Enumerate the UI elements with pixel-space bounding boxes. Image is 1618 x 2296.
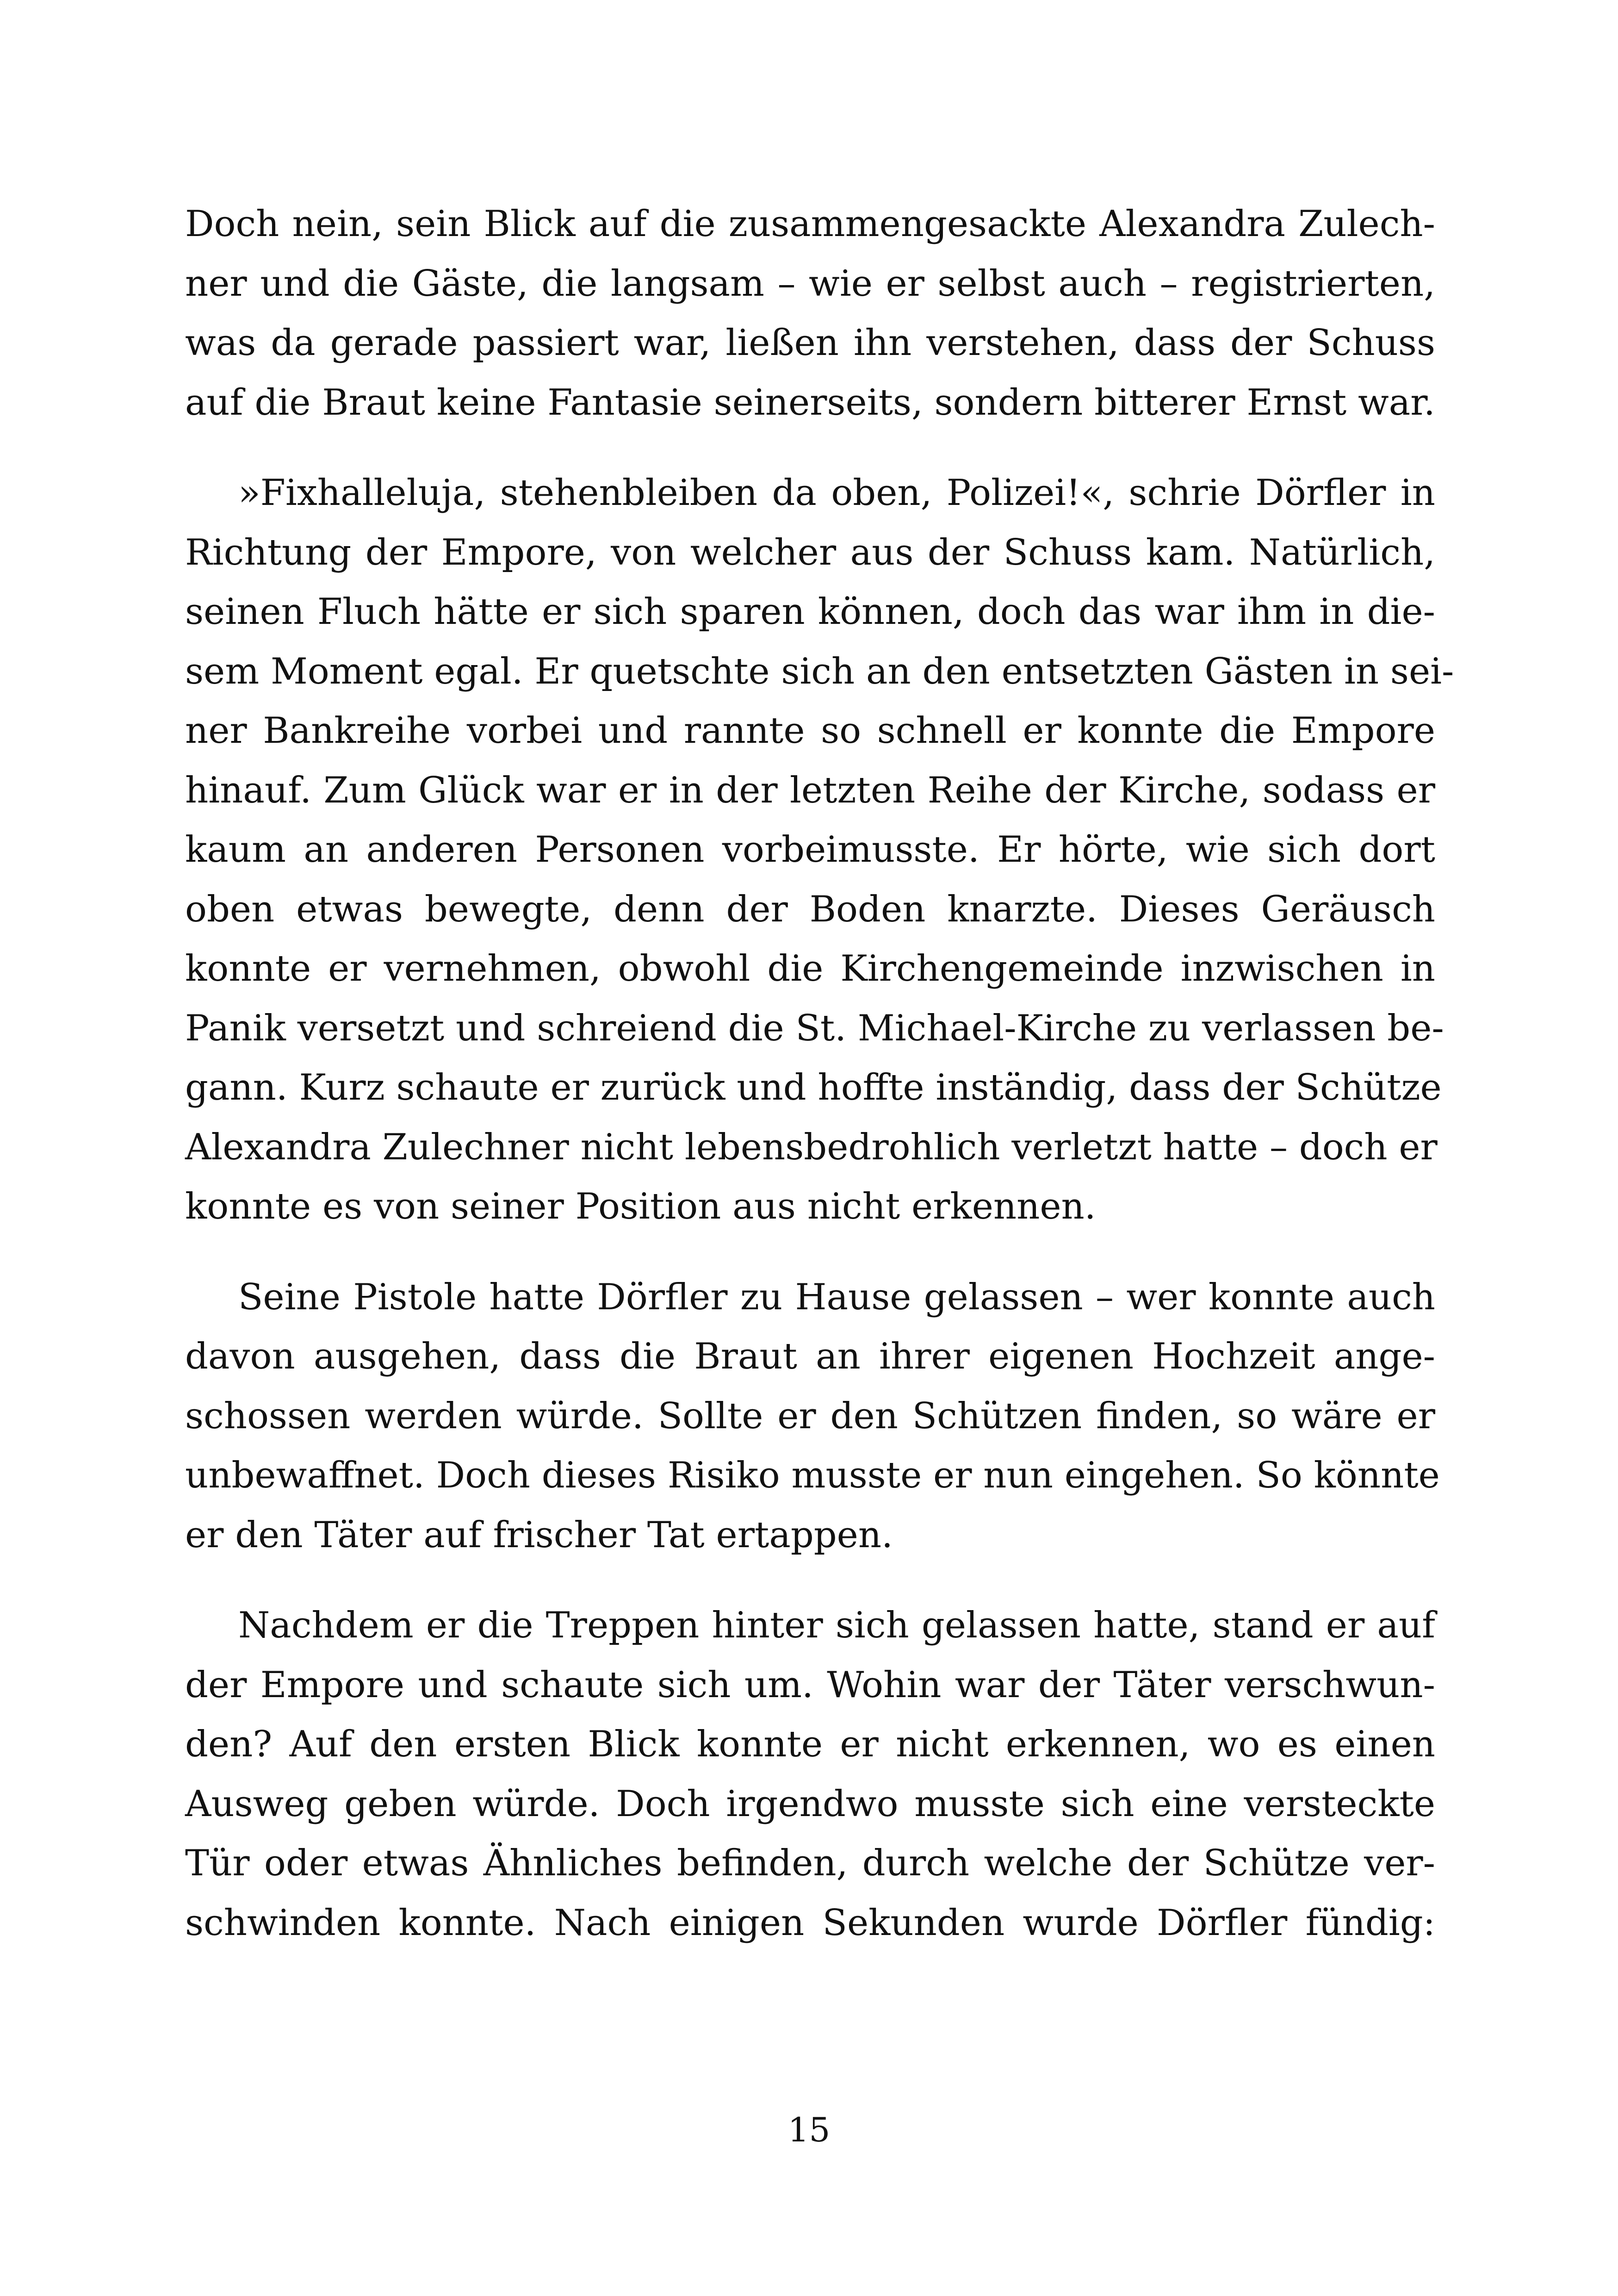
text-line: schossen werden würde. Sollte er den Schützen finden, so wäre er (185, 1395, 1435, 1437)
paragraph (185, 1596, 1435, 1953)
text-line: hinauf. Zum Glück war er in der letzten Reihe der Kirche, sodass er (185, 769, 1435, 811)
text-line: Alexandra Zulechner nicht lebensbedrohlich verletzt hatte – doch er (185, 1126, 1438, 1168)
text-line: schwinden konnte. Nach einigen Sekunden wurde Dörfler fündig: (185, 1902, 1435, 1944)
text-line: davon ausgehen, dass die Braut an ihrer eigenen Hochzeit ange- (185, 1336, 1435, 1377)
text-line: oben etwas bewegte, denn der Boden knarzte. Dieses Geräusch (185, 888, 1435, 930)
text-line: den? Auf den ersten Blick konnte er nicht erkennen, wo es einen (185, 1724, 1435, 1765)
text-line: Doch nein, sein Blick auf die zusammengesackte Alexandra Zulech- (185, 203, 1435, 245)
text-line: ner und die Gäste, die langsam – wie er selbst auch – registrierten, (185, 262, 1435, 305)
text-line: Tür oder etwas Ähnliches befinden, durch welche der Schütze ver- (185, 1842, 1435, 1884)
body-text (185, 194, 1454, 1953)
text-line: konnte es von seiner Position aus nicht erkennen. (185, 1186, 1096, 1227)
text-line: ner Bankreihe vorbei und rannte so schnell er konnte die Empore (185, 710, 1435, 752)
text-line: »Fixhalleluja, stehenbleiben da oben, Polizei!«, schrie Dörfler in (238, 472, 1435, 514)
text-line: gann. Kurz schaute er zurück und hoffte inständig, dass der Schütze (185, 1067, 1442, 1108)
text-line: Ausweg geben würde. Doch irgendwo musste sich eine versteckte (185, 1783, 1435, 1825)
text-line: sem Moment egal. Er quetschte sich an den entsetzten Gästen in sei- (185, 650, 1454, 692)
paragraph (185, 463, 1454, 1237)
text-line: Panik versetzt und schreiend die St. Michael-Kirche zu verlassen be- (185, 1007, 1444, 1049)
text-line: der Empore und schaute sich um. Wohin war der Täter verschwun- (185, 1664, 1435, 1706)
text-line: Richtung der Empore, von welcher aus der Schuss kam. Natürlich, (185, 531, 1435, 573)
paragraph (185, 1268, 1440, 1565)
paragraph (185, 194, 1435, 432)
page-number: 15 (787, 2110, 831, 2149)
text-line: konnte er vernehmen, obwohl die Kirchengemeinde inzwischen in (185, 948, 1435, 989)
text-line: seinen Fluch hätte er sich sparen können, doch das war ihm in die- (185, 591, 1435, 633)
text-line: Seine Pistole hatte Dörfler zu Hause gelassen – wer konnte auch (238, 1276, 1435, 1318)
text-line: unbewaffnet. Doch dieses Risiko musste er nun eingehen. So könnte (185, 1455, 1440, 1496)
text-line: kaum an anderen Personen vorbeimusste. Er hörte, wie sich dort (185, 829, 1435, 871)
text-line: er den Täter auf frischer Tat ertappen. (185, 1514, 893, 1556)
text-line: Nachdem er die Treppen hinter sich gelassen hatte, stand er auf (238, 1605, 1435, 1646)
text-line: auf die Braut keine Fantasie seinerseits, sondern bitterer Ernst war. (185, 381, 1435, 423)
text-line: was da gerade passiert war, ließen ihn verstehen, dass der Schuss (185, 322, 1435, 364)
